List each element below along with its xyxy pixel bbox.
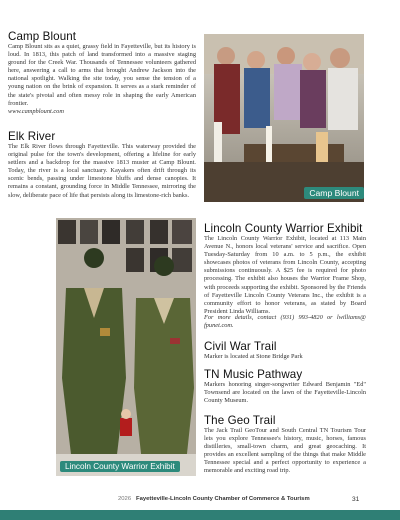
page-number: 31 [352, 496, 360, 503]
footer-bar [0, 510, 400, 520]
warrior-exhibit-photo-art [56, 218, 196, 476]
camp-blount-heading: Camp Blount [8, 30, 77, 43]
camp-blount-photo [204, 34, 364, 202]
footer-org: Fayetteville-Lincoln County Chamber of Commerce & Tourism [136, 496, 310, 502]
tn-music-heading: TN Music Pathway [204, 368, 303, 381]
camp-blount-photo-art [204, 34, 364, 202]
geo-trail-heading: The Geo Trail [204, 414, 276, 427]
warrior-exhibit-caption: Lincoln County Warrior Exhibit [60, 461, 180, 472]
civil-war-trail-body: Marker is located at Stone Bridge Park [204, 353, 303, 360]
civil-war-trail-heading: Civil War Trail [204, 340, 277, 353]
camp-blount-body: Camp Blount sits as a quiet, grassy field in Fayetteville, but its history is loud. In 1813, this patch of land transformed into a massive staging ground for the Creek War. Thousands of Tennessee volunteers gathered here, answering a call to arms that brought Andrew Jackson into the national spotlight. Walking the site today, you sense the tension of a young nation on the brink of expansion. It serves as a stark reminder of the state's pivotal and often messy role in shaping the early American frontier. [8, 43, 196, 107]
camp-blount-caption: Camp Blount [304, 187, 364, 199]
elk-river-heading: Elk River [8, 130, 56, 143]
warrior-exhibit-body: The Lincoln County Warrior Exhibit, located at 113 Main Avenue N., honors local veterans' service and sacrifice. Open Tuesday-Saturday from 10 a.m. to 5 p.m., the exhibit showcases photos of veterans from Lincoln County, accepting submissions continuously. A $25 fee is required for photo processing. The exhibit also houses the Warrior Frame Shop, with proceeds supporting the exhibit. Sponsored by the Friends of Fayetteville Lincoln County Veterans Inc., the exhibit is a community effort to honor veterans, as stated by Board President Linda Williams. [204, 235, 366, 315]
geo-trail-body: The Jack Trail GeoTour and South Central TN Tourism Tour lets you explore Tennessee's history, music, horses, famous distilleries, small-town charm, and great geocaching. It provides an excellent sampling of the things that make Middle Tennessee special and a perfect opportunity to experience a memorable and exciting road trip. [204, 427, 366, 475]
warrior-exhibit-heading: Lincoln County Warrior Exhibit [204, 222, 363, 235]
camp-blount-url[interactable]: www.campblount.com [8, 108, 64, 115]
elk-river-body: The Elk River flows through Fayetteville. This waterway provided the original pulse for the town's development, offering a lifeline for early settlers and a backdrop for the massive 1813 muster at Camp Blount. Today, the river is a local sanctuary. Kayakers often drift through its scenic bends, passing under limestone bluffs and dense canopies. It remains a constant, grounding force in Middle Tennessee, mirroring the slow, deliberate pace of life that persists along its limestone-rich banks. [8, 143, 196, 199]
tn-music-body: Markers honoring singer-songwriter Edward Benjamin "Ed" Townsend are located on the lawn of the Fayetteville-Lincoln County Museum. [204, 381, 366, 405]
footer-year: 2026 [118, 496, 132, 502]
warrior-exhibit-contact: For more details, contact (931) 993-4820 or lwilliams@ fpunet.com. [204, 314, 366, 330]
warrior-exhibit-photo [56, 218, 196, 476]
